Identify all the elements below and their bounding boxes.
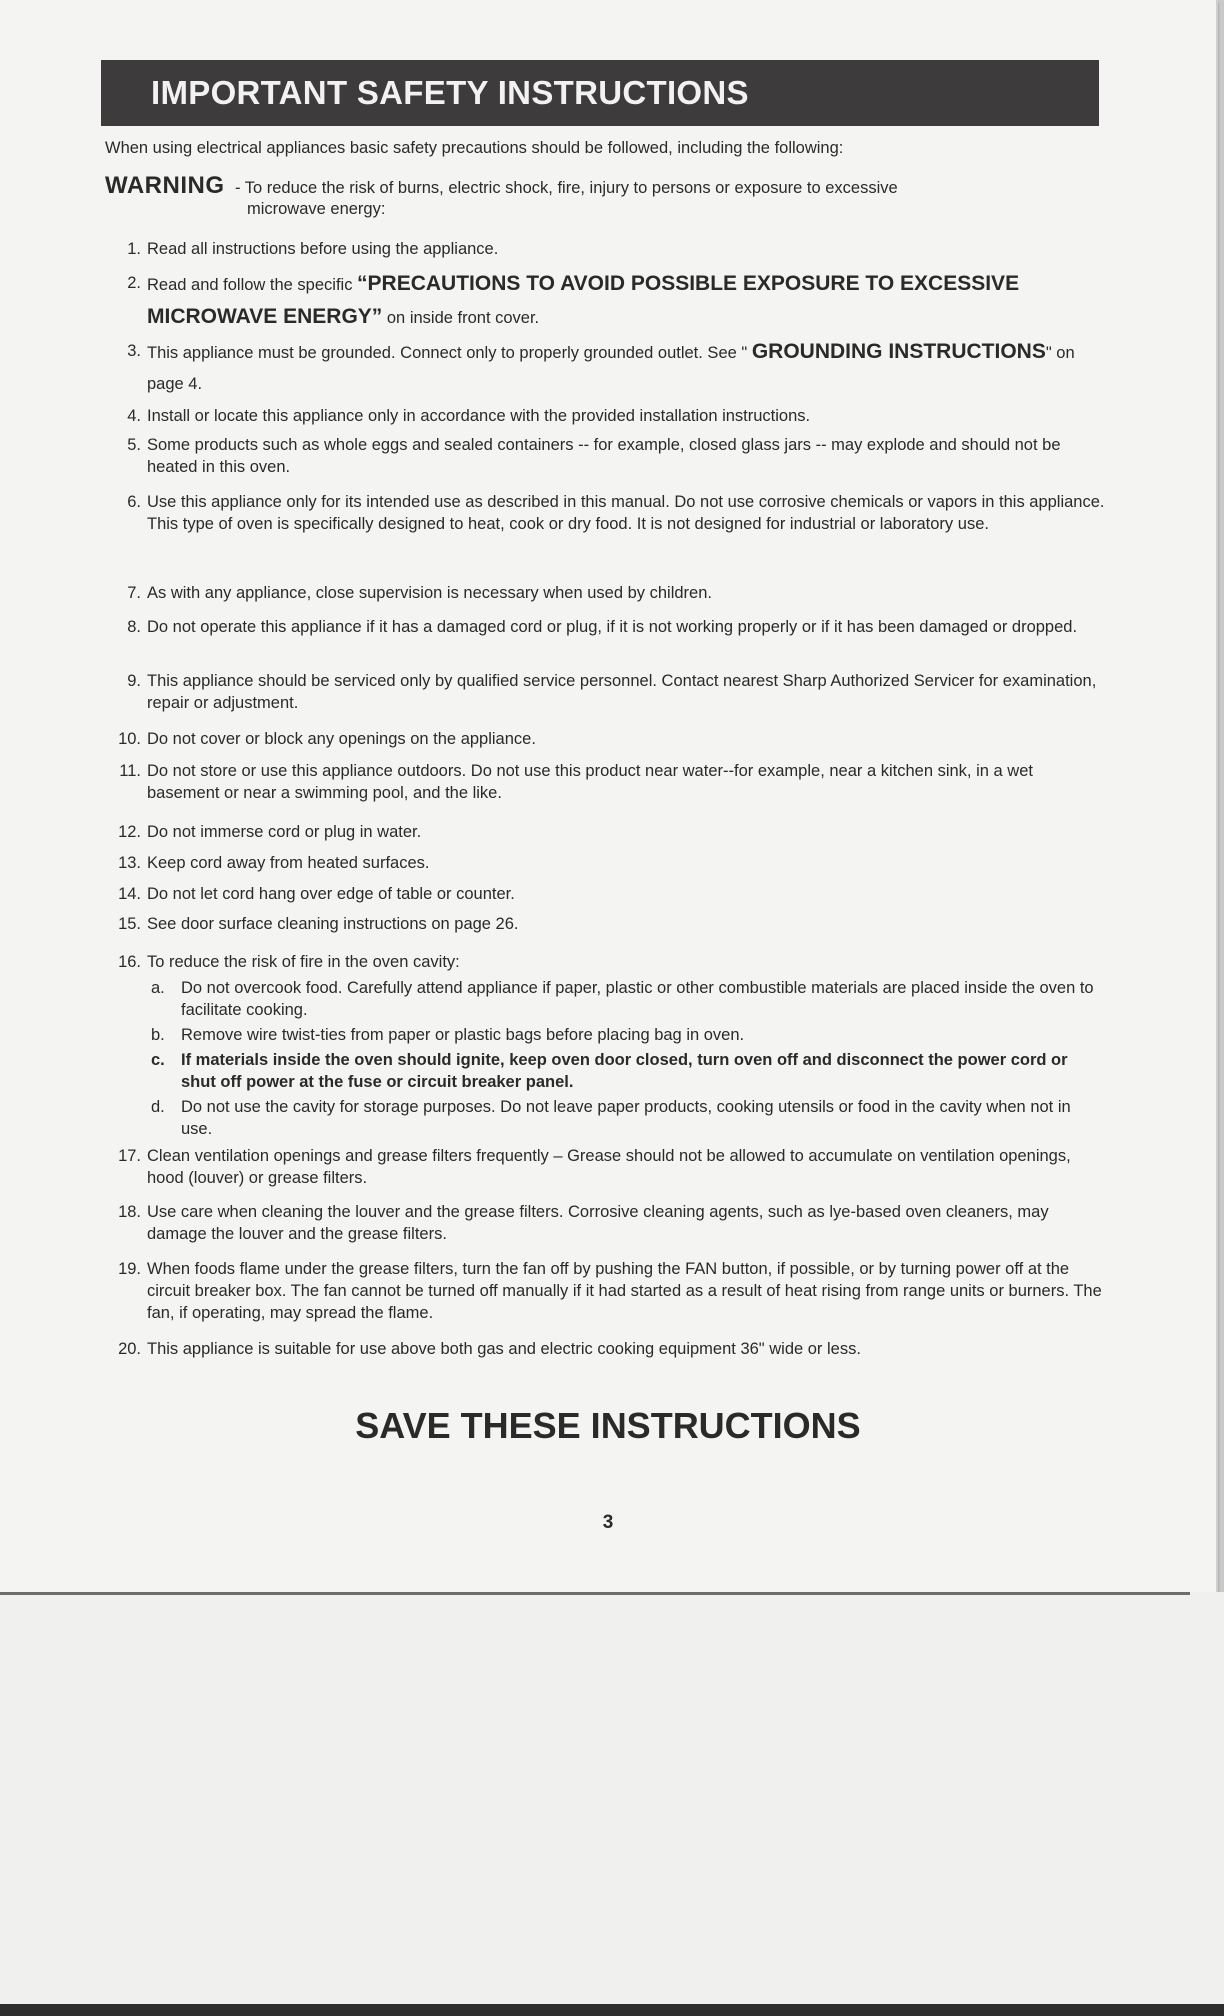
sub-list-item (147, 1049, 1105, 1093)
item-text-post: on inside front cover. (382, 309, 540, 327)
item-text-strong: “PRECAUTIONS TO AVOID POSSIBLE EXPOSURE TO EXCESSIVE MICROWAVE ENERGY” (147, 272, 1020, 328)
item-number: 20. (118, 1340, 141, 1358)
page-edge-shadow (0, 1592, 1190, 1595)
sub-item-letter: a. (151, 979, 165, 997)
sub-item-letter: d. (151, 1098, 165, 1116)
underlying-page (0, 1592, 1224, 2012)
sub-list-item (147, 977, 1105, 1021)
item-number: 16. (118, 953, 141, 971)
item-number: 11. (119, 762, 141, 780)
item-number: 17. (118, 1147, 141, 1165)
item-text: Use care when cleaning the louver and the grease filters. Corrosive cleaning agents, such as lye-based oven cleaners, may damage the louver and the grease filters. (147, 1203, 1049, 1243)
page-number: 3 (602, 1512, 614, 1533)
item-number: 15. (118, 915, 141, 933)
item-number: 6. (127, 493, 141, 511)
item-number: 1. (127, 240, 141, 258)
sub-item-text: Remove wire twist-ties from paper or plastic bags before placing bag in oven. (181, 1026, 745, 1044)
item-text-pre: This appliance must be grounded. Connect only to properly grounded outlet. See " (147, 344, 752, 362)
item-text: Clean ventilation openings and grease filters frequently – Grease should not be allowed to accumulate on ventilation openings, hood (louver) or grease filters. (147, 1147, 1071, 1187)
sub-item-letter: b. (151, 1026, 165, 1044)
item-text: This appliance should be serviced only by qualified service personnel. Contact nearest Sharp Authorized Servicer for examination, repair or adjustment. (147, 672, 1097, 712)
warning-text-line1: - To reduce the risk of burns, electric shock, fire, injury to persons or exposure to excessive (234, 179, 898, 197)
page-title: IMPORTANT SAFETY INSTRUCTIONS (151, 74, 749, 111)
item-text-main: To reduce the risk of fire in the oven cavity: (147, 953, 460, 971)
item-text: Read all instructions before using the appliance. (147, 240, 499, 258)
item-text: Do not immerse cord or plug in water. (147, 823, 422, 841)
item-number: 8. (127, 618, 141, 636)
warning-text (235, 178, 955, 220)
item-number: 18. (118, 1203, 141, 1221)
item-number: 14. (118, 885, 141, 903)
warning-text-line2: microwave energy: (246, 200, 386, 218)
scanner-edge (0, 2004, 1224, 2016)
item-text: Do not store or use this appliance outdoors. Do not use this product near water--for example, near a kitchen sink, in a wet basement or near a swimming pool, and the like. (147, 762, 1033, 802)
item-text-pre: Read and follow the specific (147, 276, 358, 294)
warning-block (105, 172, 1005, 220)
sub-list-item (147, 1024, 1105, 1046)
item-text-strong: GROUNDING INSTRUCTIONS (751, 340, 1046, 363)
item-number: 12. (118, 823, 141, 841)
item-number: 3. (127, 342, 141, 360)
sub-item-text: Do not use the cavity for storage purposes. Do not leave paper products, cooking utensils or food in the cavity when not in use. (181, 1098, 1071, 1138)
item-text (147, 336, 1105, 400)
sub-item-text: Do not overcook food. Carefully attend appliance if paper, plastic or other combustible materials are placed inside the oven to facilitate cooking. (181, 979, 1094, 1019)
warning-label: WARNING (105, 172, 225, 199)
item-text: As with any appliance, close supervision is necessary when used by children. (147, 584, 712, 602)
item-text-post: " on page 4. (147, 344, 1075, 393)
intro-text: When using electrical appliances basic safety precautions should be followed, including the following: (105, 139, 844, 157)
item-number: 4. (127, 407, 141, 425)
item-number: 5. (127, 436, 141, 454)
item-number: 7. (127, 584, 141, 602)
item-text: Do not let cord hang over edge of table or counter. (147, 885, 515, 903)
item-number: 2. (127, 274, 141, 292)
item-text: When foods flame under the grease filters, turn the fan off by pushing the FAN button, if possible, or by turning power off at the circuit breaker box. The fan cannot be turned off manually if it had started as a result of heat rising from range units or burners. The fan, if operating, may spread the flame. (147, 1260, 1102, 1322)
item-text: Do not cover or block any openings on the appliance. (147, 730, 536, 748)
sub-list-item (147, 1096, 1105, 1140)
sub-item-letter: c. (151, 1051, 165, 1069)
item-text (147, 268, 1105, 334)
item-number: 19. (118, 1260, 141, 1278)
sub-item-text: If materials inside the oven should ignite, keep oven door closed, turn oven off and disconnect the power cord or shut off power at the fuse or circuit breaker panel. (181, 1051, 1068, 1091)
item-text: This appliance is suitable for use above both gas and electric cooking equipment 36" wide or less. (147, 1340, 861, 1358)
item-number: 9. (127, 672, 141, 690)
sub-list (147, 977, 1105, 1140)
item-text: Keep cord away from heated surfaces. (147, 854, 430, 872)
item-number: 10. (118, 730, 141, 748)
item-text: See door surface cleaning instructions on page 26. (147, 915, 519, 933)
item-text: Install or locate this appliance only in accordance with the provided installation instructions. (147, 407, 811, 425)
title-banner (101, 60, 1099, 126)
item-text: Do not operate this appliance if it has a damaged cord or plug, if it is not working properly or if it has been damaged or dropped. (147, 618, 1078, 636)
item-text (147, 951, 1105, 1143)
save-instructions-heading: SAVE THESE INSTRUCTIONS (355, 1405, 861, 1446)
item-number: 13. (118, 854, 141, 872)
item-text: Some products such as whole eggs and sealed containers -- for example, closed glass jars -- may explode and should not be heated in this oven. (147, 436, 1061, 476)
item-text: Use this appliance only for its intended use as described in this manual. Do not use corrosive chemicals or vapors in this appliance. This type of oven is specifically designed to heat, cook or dry food. It is not designed for industrial or laboratory use. (147, 493, 1105, 533)
